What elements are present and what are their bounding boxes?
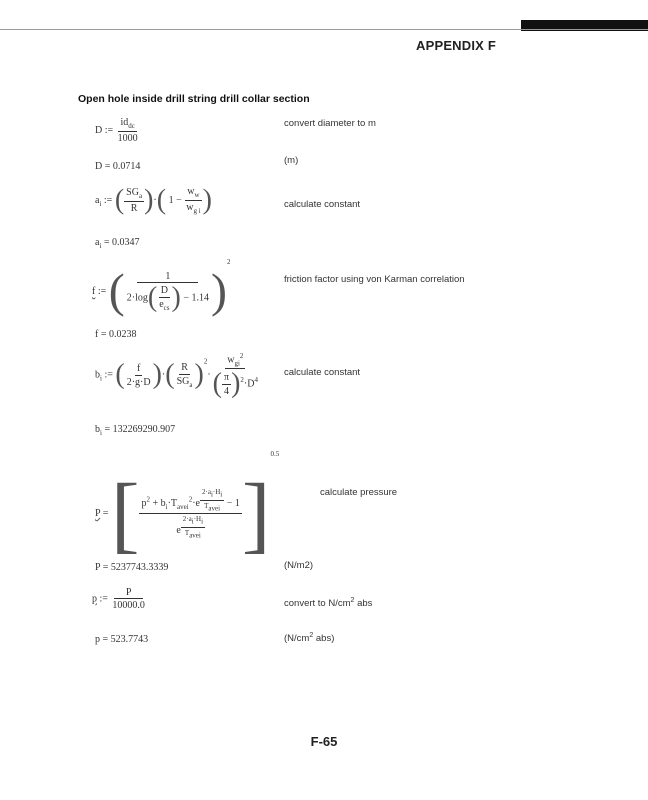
eq-friction-factor: [92, 258, 230, 316]
top-hsub: i: [220, 490, 223, 499]
note-calc-constant-b: calculate constant: [284, 367, 361, 378]
bot-den: T: [184, 528, 190, 537]
lhs-sub: i: [100, 374, 102, 383]
fraction-w: [184, 186, 202, 215]
exponent: 2: [203, 357, 208, 366]
denominator: 10000.0: [112, 600, 145, 611]
exp-fraction-top: [200, 488, 224, 512]
w-exp: 2: [239, 352, 244, 360]
fraction-pi-4: [222, 372, 231, 397]
note-text: (N/cm: [284, 633, 310, 645]
paren-close: ): [144, 184, 154, 216]
assign-op: :=: [99, 593, 108, 605]
fraction: [116, 117, 140, 144]
four: 4: [224, 385, 230, 397]
note-sup: 2: [309, 632, 314, 639]
paren-open-3: (: [212, 368, 222, 400]
pi: π: [224, 371, 230, 383]
top-sub: i: [210, 490, 213, 499]
t-exp: 2: [188, 495, 193, 504]
lhs: P: [95, 508, 101, 519]
e2: e: [176, 525, 181, 537]
top-h: ·H: [212, 488, 221, 497]
numerator-sub: dc: [128, 122, 135, 130]
fraction-d-e: [157, 285, 171, 312]
den: 2·g·D: [126, 376, 151, 388]
result-diameter: D = 0.0714: [95, 161, 141, 172]
note-tail: abs): [313, 633, 335, 645]
eq-constant-b: $b_i$ := ( $\frac{f}{2\cdot g\cdot D}$ )·( $\frac{R}{SG_a}$ )$^2$· $w_{gi}^2$ ( $\frac{\pi}{4}$ )$^2\cdot D^4$: [95, 352, 258, 400]
fraction-r-sg: [175, 362, 195, 389]
lhs-sub: i: [99, 199, 102, 208]
sg-sub: a: [138, 192, 143, 200]
note-tail: abs: [354, 598, 373, 610]
note-convert-diameter: convert diameter to m: [284, 118, 376, 129]
result-friction: f = 0.0238: [95, 329, 137, 340]
e-sub: cs: [163, 303, 170, 312]
one: 1: [137, 271, 198, 283]
exp-fraction-bottom: [181, 515, 205, 539]
paren-close-2: ): [171, 282, 181, 314]
r: R: [181, 361, 188, 373]
w: w: [227, 354, 235, 366]
exponent: 2: [226, 258, 231, 266]
bot-hsub: i: [201, 517, 204, 526]
paren-close-3: ): [231, 368, 241, 400]
unit-ncm2-abs: [284, 632, 334, 644]
lhs: a: [95, 194, 100, 206]
top-den: T: [204, 501, 209, 510]
bracket-close: ]: [241, 465, 271, 562]
page-number: F-65: [310, 734, 338, 749]
assign-op: =: [102, 508, 109, 519]
sg-sub: a: [189, 380, 193, 389]
note-convert-ncm2: [284, 597, 372, 609]
w2-sub: g i: [193, 207, 201, 215]
lhs: p: [92, 593, 97, 605]
one: 1: [168, 194, 174, 206]
paren-close-2: ): [202, 184, 212, 216]
bot-h: ·H: [193, 515, 202, 524]
result-sub: i: [99, 242, 102, 250]
fraction-w-pi: [211, 352, 260, 398]
numerator: id: [120, 117, 129, 128]
fraction-p: [110, 587, 147, 611]
result-b: [95, 424, 175, 437]
paren-close: ): [210, 264, 227, 318]
lhs: D: [95, 124, 103, 136]
d4-exp: 4: [254, 376, 258, 385]
bot-den-sub: avei: [189, 530, 201, 539]
numerator: P: [114, 587, 144, 599]
result-value: = 0.0347: [101, 237, 140, 248]
eq-convert-ncm2: [92, 587, 147, 611]
assign-op: :=: [103, 194, 113, 206]
e: ·e: [192, 498, 200, 510]
w2: w: [186, 202, 194, 213]
eq-constant-a: $a_i$ := ( $\frac{SG_a}{R}$ )·( 1 − $\frac{w_w}{w_{g i}}$ ): [95, 184, 212, 216]
pi-exp: 2: [240, 376, 244, 385]
e: e: [159, 298, 164, 310]
unit-n-m2: (N/m2): [284, 560, 314, 571]
header-rule: [0, 29, 648, 30]
note-text: convert to N/cm: [284, 598, 351, 610]
bot-num: 2·a: [182, 515, 192, 524]
d4: ·D: [243, 378, 255, 390]
result-a: [95, 237, 140, 250]
sg: SG: [176, 375, 190, 387]
section-title: Open hole inside drill string drill collar section: [78, 93, 310, 105]
assign-op: :=: [104, 124, 114, 136]
top-den-sub: avei: [208, 504, 221, 513]
fraction-f: [125, 363, 153, 388]
result-p-ncm2: p = 523.7743: [95, 634, 149, 645]
assign-op: :=: [104, 369, 113, 381]
appendix-heading: APPENDIX F: [415, 38, 496, 53]
fraction-pressure: [139, 488, 241, 539]
outer-exponent: 0.5: [270, 450, 280, 458]
eq-pressure: [95, 450, 280, 562]
paren-open-2: (: [147, 282, 158, 314]
note-calc-pressure: calculate pressure: [320, 487, 398, 498]
sg: SG: [126, 187, 139, 198]
result-value: = 132269290.907: [101, 424, 176, 435]
fraction-sg-r: [124, 187, 144, 214]
result-sub: i: [100, 429, 102, 437]
note-sup: 2: [350, 597, 355, 604]
w: w: [187, 186, 195, 197]
d: D: [160, 284, 168, 296]
result-sym: a: [95, 237, 100, 248]
paren-close-2: ): [194, 359, 204, 391]
w-sub: w: [194, 191, 200, 199]
b-sub: i: [165, 503, 168, 512]
note-friction-factor: friction factor using von Karman correlation: [284, 274, 465, 285]
p-exp: 2: [146, 495, 150, 504]
top-num: 2·a: [201, 488, 211, 497]
plus-b: + b: [149, 498, 166, 510]
paren-open: (: [115, 359, 125, 391]
minus-one: − 1: [226, 498, 240, 510]
paren-close: ): [152, 359, 162, 391]
result-pressure: P = 5237743.3339: [95, 562, 169, 573]
eq-diameter-conversion: [95, 117, 140, 144]
two-log: 2·log: [126, 292, 148, 304]
result-sym: b: [95, 424, 100, 435]
assign-op: :=: [97, 286, 107, 297]
paren-open: (: [108, 264, 125, 318]
r: R: [130, 203, 138, 214]
paren-open: (: [114, 184, 125, 216]
denominator: 1000: [117, 133, 138, 144]
w-sub: gi: [234, 359, 240, 368]
lhs: b: [95, 369, 100, 381]
fraction-1-over: [125, 271, 211, 312]
minus-const: − 1.14: [183, 292, 209, 304]
note-calc-constant-a: calculate constant: [284, 199, 361, 210]
minus: −: [176, 194, 182, 206]
paren-open-2: (: [165, 359, 175, 391]
p: p: [141, 498, 147, 510]
bracket-open: [: [110, 465, 140, 562]
bot-sub: i: [191, 517, 194, 526]
paren-open-2: (: [156, 184, 167, 216]
t-sub: avei: [177, 503, 189, 512]
unit-meters: (m): [284, 155, 299, 166]
lhs: f: [92, 286, 96, 297]
f: f: [136, 362, 141, 374]
t: ·T: [167, 498, 178, 510]
